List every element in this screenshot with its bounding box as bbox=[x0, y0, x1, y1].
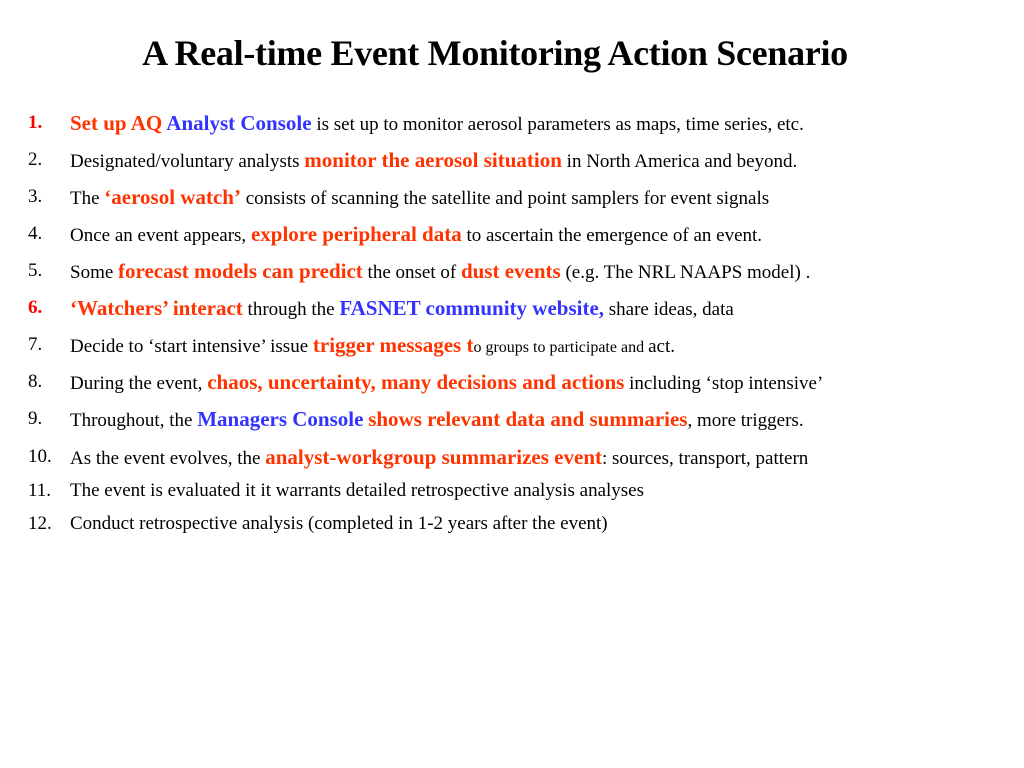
text-segment: is set up to monitor aerosol parameters as maps, time series, etc. bbox=[311, 114, 804, 135]
highlighted-phrase: analyst-workgroup summarizes event bbox=[265, 445, 602, 469]
list-item-text bbox=[70, 445, 809, 469]
highlighted-phrase: ‘aerosol watch’ bbox=[104, 185, 241, 209]
highlighted-phrase: monitor the aerosol situation bbox=[304, 148, 562, 172]
list-item-text bbox=[70, 333, 675, 357]
highlighted-phrase: Set up AQ bbox=[70, 111, 167, 135]
list-item-number: 9. bbox=[28, 408, 43, 429]
scenario-list-item bbox=[28, 479, 644, 503]
scenario-list-item bbox=[28, 111, 804, 137]
text-segment: including ‘stop intensive’ bbox=[624, 373, 824, 394]
list-item-number: 8. bbox=[28, 371, 43, 392]
highlighted-phrase: FASNET community website, bbox=[339, 296, 605, 320]
text-segment: , more triggers. bbox=[687, 410, 804, 431]
text-segment: o groups to participate and bbox=[473, 339, 649, 356]
text-segment: The event is evaluated it it warrants detailed retrospective analysis analyses bbox=[70, 480, 645, 501]
text-segment: Designated/voluntary analysts bbox=[70, 151, 305, 172]
list-item-text bbox=[70, 259, 811, 283]
highlighted-phrase: chaos, uncertainty, many decisions and actions bbox=[207, 370, 625, 394]
list-item-text bbox=[70, 407, 804, 431]
scenario-list-item bbox=[28, 512, 608, 536]
list-item-number: 6. bbox=[28, 297, 43, 318]
text-segment: Some bbox=[70, 262, 119, 283]
text-segment: the onset of bbox=[362, 262, 461, 283]
highlighted-phrase: Analyst Console bbox=[166, 111, 312, 135]
highlighted-phrase: dust events bbox=[460, 259, 561, 283]
text-segment: Throughout, the bbox=[70, 410, 198, 431]
scenario-list-item bbox=[28, 148, 797, 174]
text-segment: Once an event appears, bbox=[70, 225, 251, 246]
highlighted-phrase: Managers Console bbox=[197, 407, 364, 431]
text-segment: to ascertain the emergence of an event. bbox=[461, 225, 763, 246]
list-item-text bbox=[70, 513, 608, 534]
text-segment: Decide to ‘start intensive’ issue bbox=[70, 336, 313, 357]
scenario-list-item bbox=[28, 185, 769, 211]
text-segment: (e.g. The NRL NAAPS model) . bbox=[560, 262, 811, 283]
slide-title: A Real-time Event Monitoring Action Scenario bbox=[142, 33, 848, 73]
text-segment: Conduct retrospective analysis (completed in 1-2 years after the event) bbox=[70, 513, 608, 534]
text-segment: consists of scanning the satellite and point samplers for event signals bbox=[240, 188, 770, 209]
highlighted-phrase: forecast models can predict bbox=[118, 259, 363, 283]
text-segment: As the event evolves, the bbox=[70, 448, 266, 469]
text-segment: The bbox=[70, 188, 105, 209]
scenario-list-item bbox=[28, 259, 810, 285]
list-item-number: 3. bbox=[28, 186, 43, 207]
list-item-text bbox=[70, 222, 763, 246]
list-item-text bbox=[70, 148, 798, 172]
scenario-list-item bbox=[28, 407, 804, 433]
scenario-list-item bbox=[28, 333, 675, 360]
list-item-number: 4. bbox=[28, 223, 43, 244]
list-item-number: 11. bbox=[28, 480, 52, 501]
list-item-number: 5. bbox=[28, 260, 43, 281]
list-item-text bbox=[70, 111, 804, 135]
text-segment: share ideas, data bbox=[604, 299, 734, 320]
scenario-list-item bbox=[28, 296, 734, 322]
text-segment: act. bbox=[648, 336, 675, 357]
list-item-number: 12. bbox=[28, 513, 52, 534]
scenario-list-item bbox=[28, 222, 762, 248]
scenario-list-item bbox=[28, 370, 823, 396]
text-segment: : sources, transport, pattern bbox=[602, 448, 809, 469]
text-segment: During the event, bbox=[70, 373, 208, 394]
list-item-text bbox=[70, 480, 644, 501]
highlighted-phrase: explore peripheral data bbox=[250, 222, 462, 246]
scenario-list-item bbox=[28, 445, 808, 471]
highlighted-phrase: ‘Watchers’ interact bbox=[70, 296, 243, 320]
list-item-number: 2. bbox=[28, 149, 43, 170]
list-item-number: 7. bbox=[28, 334, 43, 355]
list-item-number: 1. bbox=[28, 112, 43, 133]
text-segment: through the bbox=[242, 299, 340, 320]
list-item-text bbox=[70, 185, 770, 209]
list-item-text bbox=[70, 296, 734, 320]
list-item-number: 10. bbox=[28, 446, 52, 467]
list-item-text bbox=[70, 370, 824, 394]
text-segment: in North America and beyond. bbox=[561, 151, 798, 172]
highlighted-phrase: shows relevant data and summaries bbox=[368, 407, 688, 431]
highlighted-phrase: trigger messages t bbox=[312, 333, 474, 357]
